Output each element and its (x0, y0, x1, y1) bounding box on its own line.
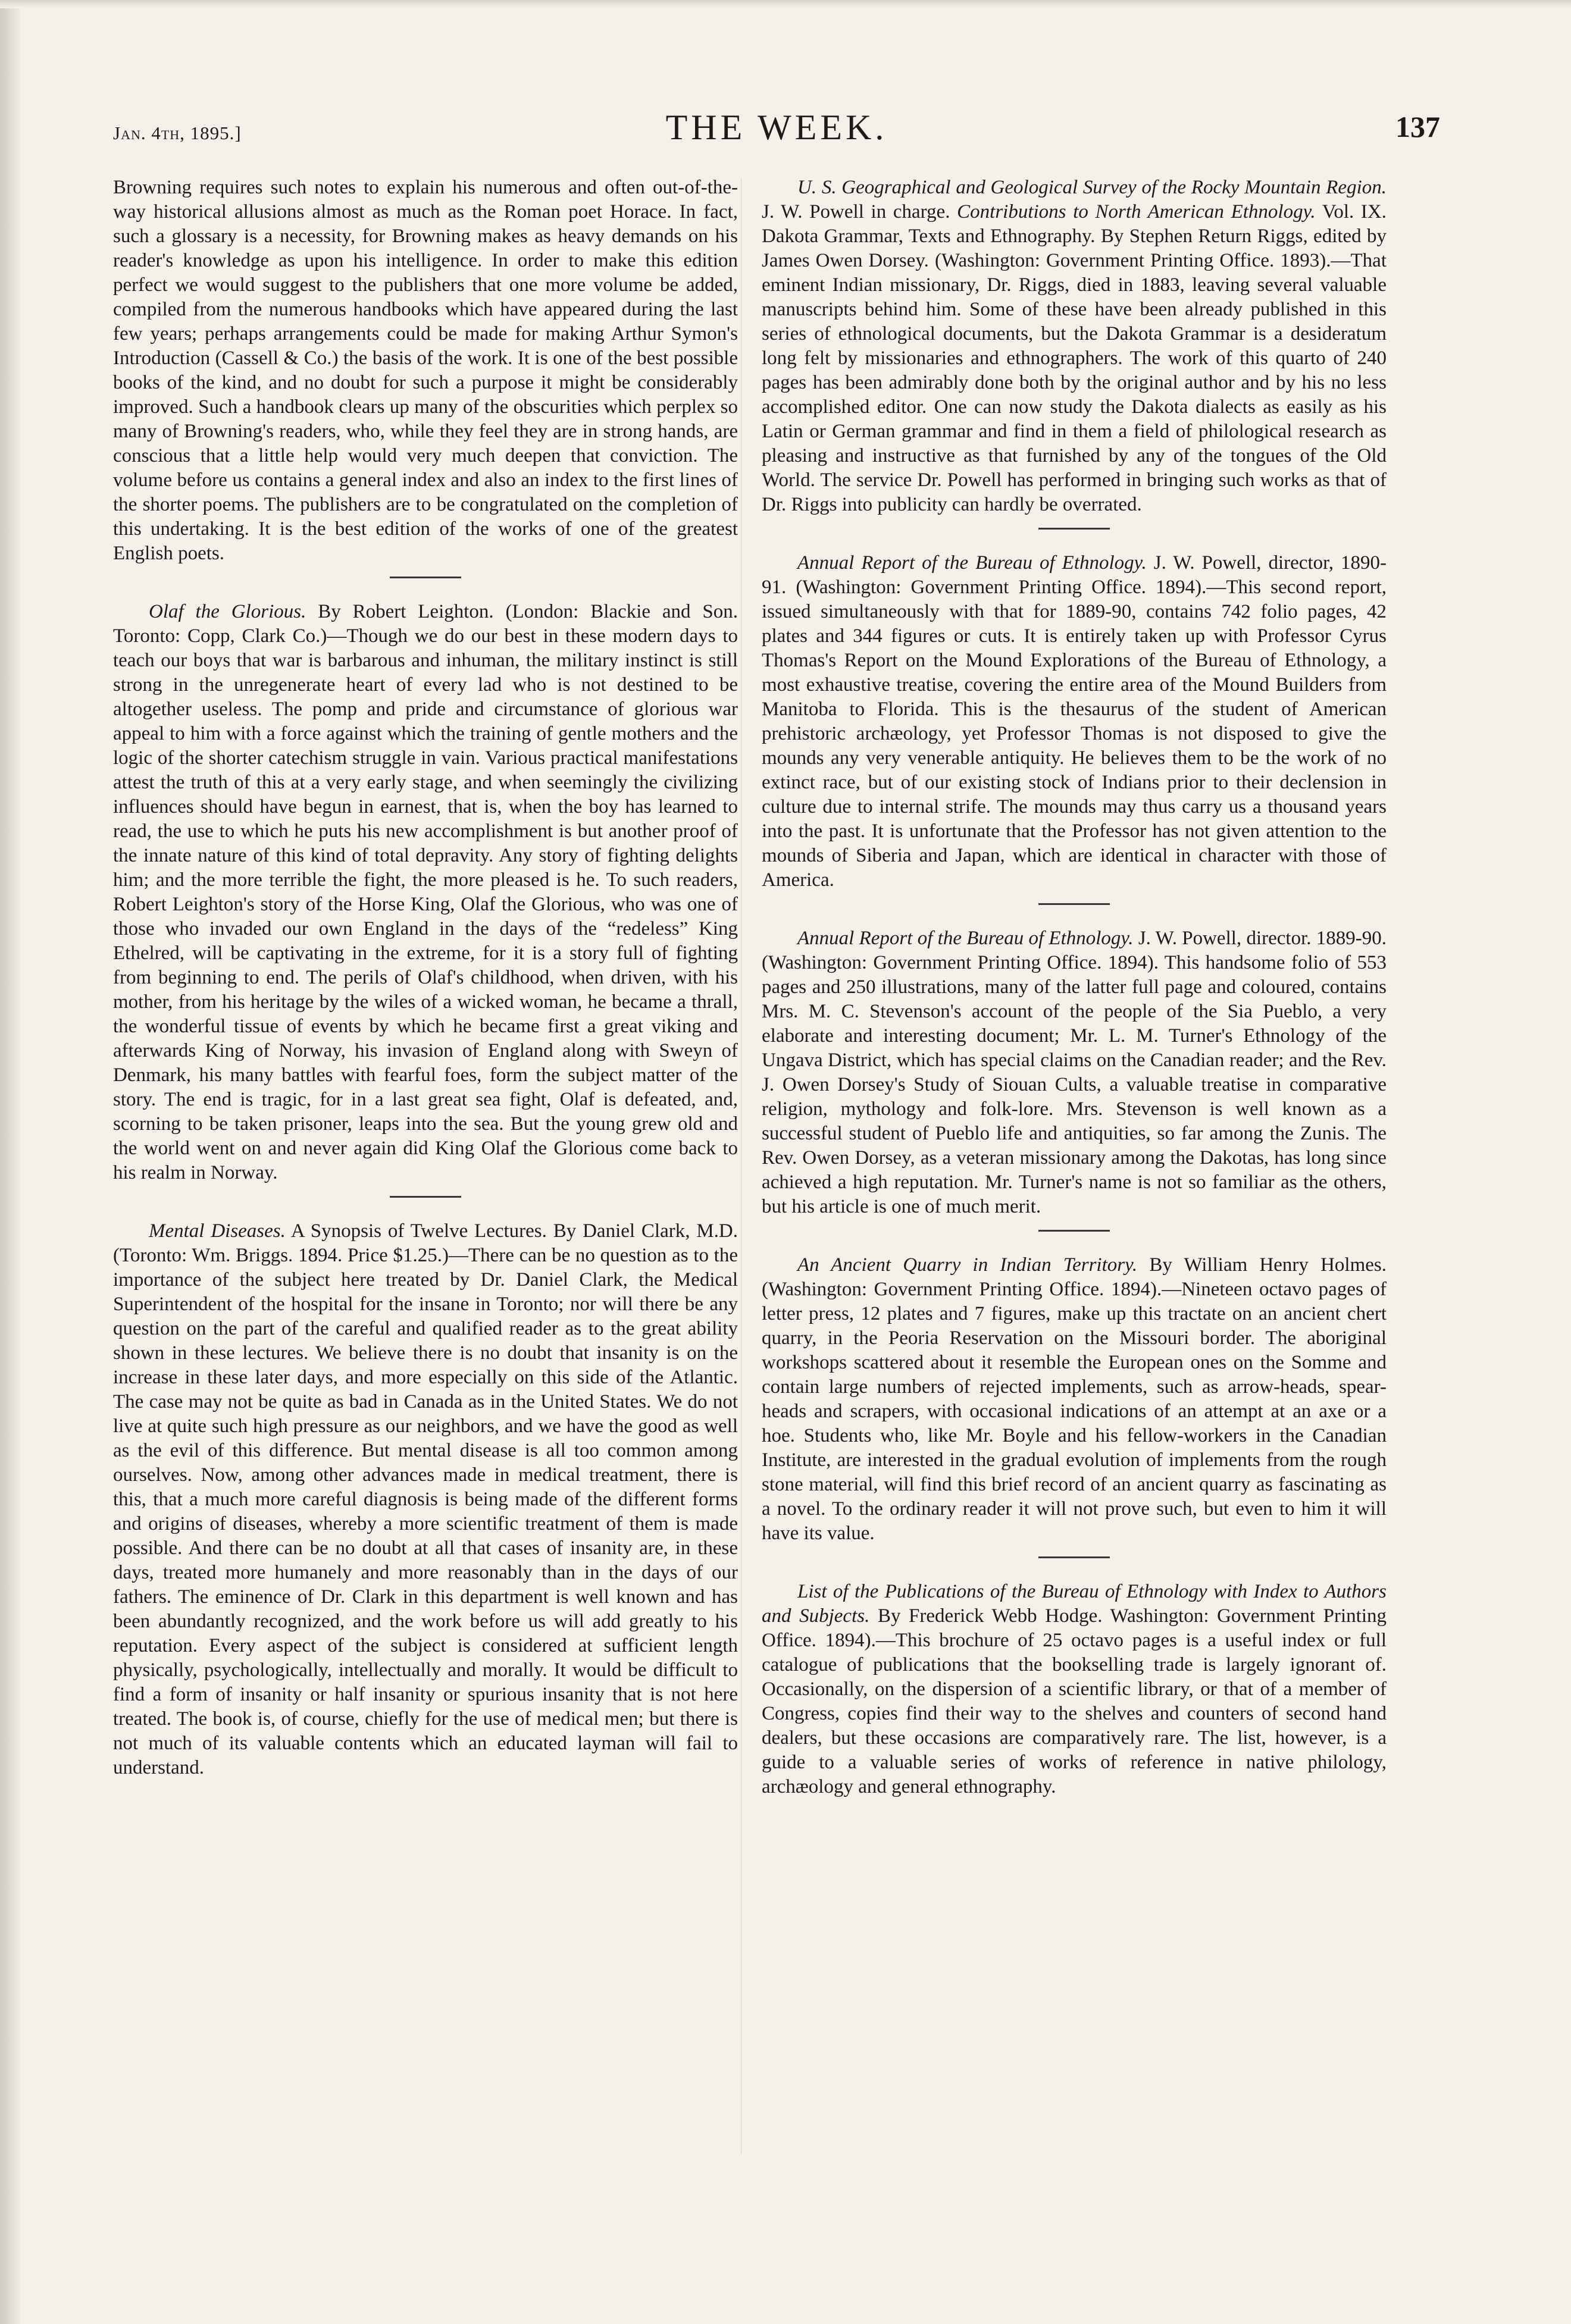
section-rule (390, 1196, 461, 1198)
survey-mid: J. W. Powell in charge. (762, 201, 950, 223)
publications-list-title: List of the Publications of the Bureau of Ethnology with Index to Authors and Subjects. (762, 1581, 1387, 1627)
issue-date: Jan. 4th, 1895.] (113, 123, 242, 143)
section-rule (390, 577, 461, 578)
report-1889-review (762, 926, 1387, 1219)
publications-list-body: By Frederick Webb Hodge. Washington: Government Printing Office. 1894).—This brochure of 25 octavo pages is a useful index or full catalogue of publications that the bookselling trade is largely ignorant of. Occasionally, on the dispersion of a scientific library, or that of a member of Congress, copies find their way to the shelves and counters of second hand dealers, but these occasions are comparatively rare. The list, however, is a guide to a valuable series of works of reference in native philology, archæology and general ethnography. (762, 1605, 1387, 1797)
report-1889-title: Annual Report of the Bureau of Ethnology. (797, 928, 1134, 949)
browning-review-continued: Browning requires such notes to explain his numerous and often out-of-the-way historical allusions almost as much as the Roman poet Horace. In fact, such a glossary is a necessity, for Browning makes as heavy demands on his reader's knowledge as upon his intelligence. In order to make this edition perfect we would suggest to the publishers that one more volume be added, compiled from the numerous handbooks which have appeared during the last few years; perhaps arrangements could be made for making Arthur Symon's Introduction (Cassell & Co.) the basis of the work. It is one of the best possible books of the kind, and no doubt for such a purpose it might be considerably improved. Such a handbook clears up many of the obscurities which perplex so many of Browning's readers, who, while they feel they are in strong hands, are conscious that a little help would very much deepen that conviction. The volume before us contains a general index and also an index to the first lines of the shorter poems. The publishers are to be congratulated on the completion of this undertaking. It is the best edition of the works of one of the greatest English poets. (113, 177, 738, 564)
left-column (113, 176, 738, 1780)
mental-diseases-review (113, 1219, 738, 1780)
section-rule (1038, 1556, 1110, 1558)
quarry-title: An Ancient Quarry in Indian Territory. (797, 1254, 1138, 1276)
page-number: 137 (1395, 110, 1440, 143)
page-top-shadow (0, 0, 1571, 8)
report-1890-body: J. W. Powell, director, 1890-91. (Washington: Government Printing Office. 1894).—This second report, issued simultaneously with that for 1889-90, contains 742 folio pages, 42 plates and 344 figures or cuts. It is entirely taken up with Professor Cyrus Thomas's Report on the Mound Explorations of the Bureau of Ethnology, a most exhaustive treatise, covering the entire area of the Mound Builders from Manitoba to Florida. This is the thesaurus of the student of American prehistoric archæology, yet Professor Thomas is not disposed to give the mounds any very venerable antiquity. He believes them to be the work of no extinct race, but of our existing stock of Indians prior to their declension in culture due to internal strife. The mounds may thus carry us a thousand years into the past. It is unfortunate that the Professor has not given attention to the mounds of Siberia and Japan, which are identical in character with those of America. (762, 552, 1387, 891)
quarry-body: By William Henry Holmes. (Washington: Government Printing Office. 1894).—Nineteen octavo pages of letter press, 12 plates and 7 figures, make up this tractate on an ancient chert quarry, in the Peoria Reservation on the Missouri border. The aboriginal workshops scattered about it resemble the European ones on the Somme and contain large numbers of rejected implements, such as arrow-heads, spear-heads and scrapers, with occasional indications of an attempt at an axe or a hoe. Students who, like Mr. Boyle and his fellow-workers in the Canadian Institute, are interested in the gradual evolution of implements from the rough stone material, will find this brief record of an ancient quarry as fascinating as a novel. To the ordinary reader it will not prove such, but even to him it will have its value. (762, 1254, 1387, 1544)
publications-list-review (762, 1580, 1387, 1799)
report-1890-review (762, 551, 1387, 892)
right-column (762, 176, 1387, 1799)
mental-diseases-title: Mental Diseases. (149, 1220, 286, 1242)
publication-title: THE WEEK. (665, 108, 888, 147)
survey-body: Vol. IX. Dakota Grammar, Texts and Ethnography. By Stephen Return Riggs, edited by James Owen Dorsey. (Washington: Government Printing Office. 1893).—That eminent Indian missionary, Dr. Riggs, died in 1883, leaving several valuable manuscripts behind him. Some of these have been already published in this series of ethnological documents, but the Dakota Grammar is a desideratum long felt by missionaries and ethnographers. The work of this quarto of 240 pages has been admirably done both by the original author and by his no less accomplished editor. One can now study the Dakota dialects as easily as his Latin or German grammar and find in them a field of philological research as pleasing and instructive as that furnished by any of the tongues of the Old World. The service Dr. Powell has performed in bringing such works as that of Dr. Riggs into publicity can hardly be overrated. (762, 201, 1387, 515)
report-1890-title: Annual Report of the Bureau of Ethnology. (797, 552, 1147, 574)
section-rule (1038, 903, 1110, 905)
mental-diseases-body: A Synopsis of Twelve Lectures. By Daniel Clark, M.D. (Toronto: Wm. Briggs. 1894. Price $1.25.)—There can be no question as to the importance of the subject here treated by Dr. Daniel Clark, the Medical Superintendent of the hospital for the insane in Toronto; nor will there be any question on the part of the careful and qualified reader as to the great ability shown in these lectures. We believe there is no doubt that insanity is on the increase in these later days, and more especially on this side of the Atlantic. The case may not be quite as bad in Canada as in the United States. We do not live at quite such high pressure as our neighbors, and we have the good as well as the evil of this difference. But mental disease is all too common among ourselves. Now, among other advances made in medical treatment, there is this, that a much more careful diagnosis is being made of the different forms and origins of diseases, whereby a more scientific treatment of them is made possible. And there can be no doubt at all that cases of insanity are, in these days, treated more humanely and more reasonably than in the days of our fathers. The eminence of Dr. Clark in this department is well known and has been abundantly recognized, and the work before us will add greatly to his reputation. Every aspect of the subject is considered at sufficient length physically, psychologically, intellectually and morally. It would be difficult to find a form of insanity or half insanity or spurious insanity that is not here treated. The book is, of course, chiefly for the use of medical men; but there is not much of its valuable contents which an educated layman will fail to understand. (113, 1220, 738, 1778)
olaf-review (113, 600, 738, 1185)
report-1889-body: J. W. Powell, director. 1889-90. (Washington: Government Printing Office. 1894). This handsome folio of 553 pages and 250 illustrations, many of the latter full page and coloured, contains Mrs. M. C. Stevenson's account of the people of the Sia Pueblo, a very elaborate and interesting document; Mr. L. M. Turner's Ethnology of the Ungava District, which has special claims on the Canadian reader; and the Rev. J. Owen Dorsey's Study of Siouan Cults, a valuable treatise in comparative religion, mythology and folk-lore. Mrs. Stevenson is well known as a successful student of Pueblo life and antiquities, so far among the Zunis. The Rev. Owen Dorsey, as a veteran missionary among the Dakotas, has long since achieved a high reputation. Mr. Turner's name is not so familiar as the others, but his article is one of much merit. (762, 928, 1387, 1217)
survey-title: U. S. Geographical and Geological Survey of the Rocky Mountain Region. (797, 177, 1387, 198)
olaf-body: By Robert Leighton. (London: Blackie and Son. Toronto: Copp, Clark Co.)—Though we do our best in these modern days to teach our boys that war is barbarous and inhuman, the military instinct is still strong in the unregenerate heart of every lad who is not destined to be altogether useless. The pomp and pride and circumstance of glorious war appeal to him with a force against which the training of gentle mothers and the logic of the shorter catechism struggle in vain. Various practical manifestations attest the truth of this at a very early stage, and when seemingly the civilizing influences should have begun in earnest, that is, when the boy has learned to read, the use to which he puts his new accomplishment is but another proof of the innate nature of this kind of total depravity. Any story of fighting delights him; and the more terrible the fight, the more pleased is he. To such readers, Robert Leighton's story of the Horse King, Olaf the Glorious, who was one of those who invaded our own England in the days of the “redeless” King Ethelred, will be captivating in the extreme, for it is a story full of fighting from beginning to end. The perils of Olaf's childhood, when driven, with his mother, from his heritage by the wiles of a wicked woman, he became a thrall, the wonderful tissue of events by which he became first a great viking and afterwards King of Norway, his invasion of England along with Sweyn of Denmark, his many battles with fearful foes, form the subject matter of the story. The end is tragic, for in a last great sea fight, Olaf is defeated, and, scorning to be taken prisoner, leaps into the sea. But the young grew old and the world went on and never again did King Olaf the Glorious come back to his realm in Norway. (113, 601, 738, 1183)
survey-review (762, 176, 1387, 517)
survey-subtitle: Contributions to North American Ethnology. (957, 201, 1316, 223)
page-edge-shadow (0, 0, 20, 2324)
section-rule (1038, 1230, 1110, 1232)
quarry-review (762, 1253, 1387, 1546)
olaf-title: Olaf the Glorious. (149, 601, 306, 622)
page-header (113, 107, 1440, 155)
section-rule (1038, 528, 1110, 530)
